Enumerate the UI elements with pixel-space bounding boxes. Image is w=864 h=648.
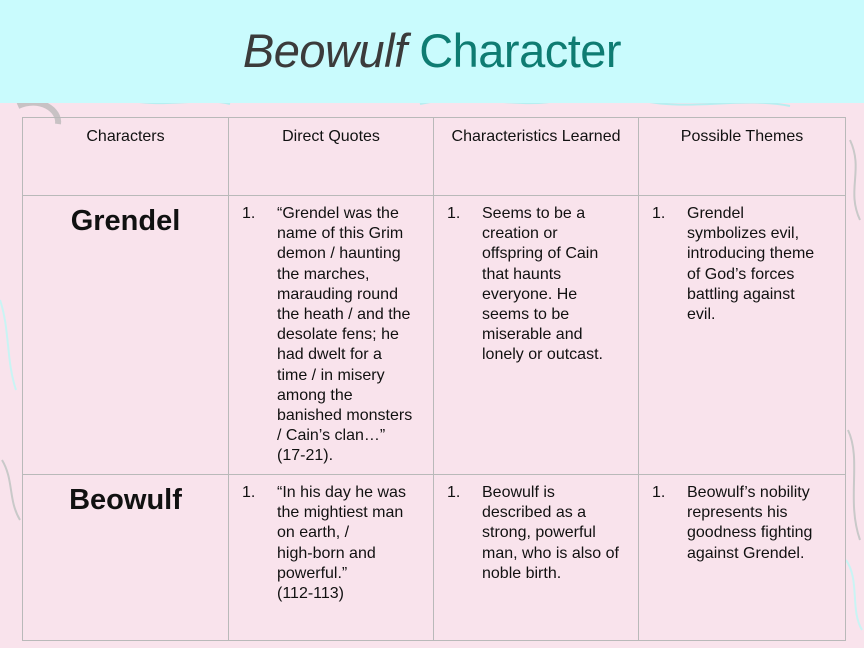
header-cell-characteristics: Characteristics Learned — [434, 118, 639, 196]
quote-text: “In his day he was the mightiest man on earth, / high-born and powerful.” (112-113) — [277, 484, 406, 603]
character-name: Grendel — [70, 205, 181, 237]
list-number: 1. — [447, 484, 461, 501]
theme-text: Beowulf’s nobility represents his goodness fighting against Grendel. — [687, 484, 813, 562]
characteristic-cell — [434, 475, 639, 641]
quote-cell — [229, 475, 434, 641]
theme-cell — [639, 196, 846, 475]
list-item — [434, 196, 638, 366]
list-item — [434, 475, 638, 584]
list-number: 1. — [447, 205, 461, 222]
header-cell-characters: Characters — [23, 118, 229, 196]
list-number: 1. — [242, 484, 256, 501]
list-item — [229, 196, 433, 467]
table-row — [23, 196, 846, 475]
character-name-cell — [23, 196, 229, 475]
list-item — [639, 196, 845, 325]
title-accent: Character — [419, 24, 622, 77]
characteristic-text: Beowulf is described as a strong, powerful man, who is also of noble birth. — [482, 484, 619, 582]
header-cell-themes: Possible Themes — [639, 118, 846, 196]
slide-title — [243, 23, 621, 78]
list-number: 1. — [652, 205, 666, 222]
theme-cell — [639, 475, 846, 641]
theme-text: Grendel symbolizes evil, introducing theme of God’s forces battling against evil. — [687, 205, 815, 324]
quote-cell — [229, 196, 434, 475]
list-number: 1. — [652, 484, 666, 501]
table-header-row — [23, 118, 846, 196]
header-cell-direct-quotes: Direct Quotes — [229, 118, 434, 196]
character-table — [22, 117, 846, 641]
title-bar — [0, 0, 864, 103]
character-name: Beowulf — [69, 484, 182, 516]
list-item — [639, 475, 845, 564]
title-italic: Beowulf — [242, 24, 407, 77]
quote-text: “Grendel was the name of this Grim demon / haunting the marches, marauding round the heath / and the desolate fens; he had dwelt for a time / in misery among the banished monsters / Cain’s clan…” (17-21). — [277, 205, 413, 465]
table-row — [23, 475, 846, 641]
characteristic-text: Seems to be a creation or offspring of Cain that haunts everyone. He seems to be miserable and lonely or outcast. — [482, 205, 603, 364]
characteristic-cell — [434, 196, 639, 475]
character-name-cell — [23, 475, 229, 641]
list-number: 1. — [242, 205, 256, 222]
list-item — [229, 475, 433, 604]
